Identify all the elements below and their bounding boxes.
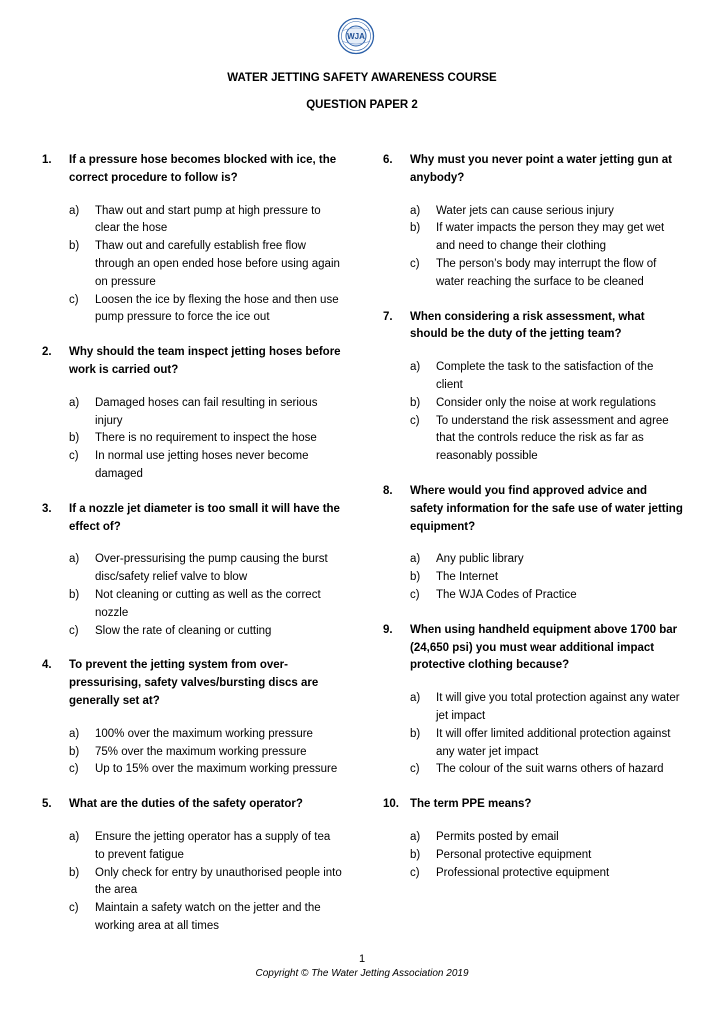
- answer-text: The Internet: [436, 571, 499, 584]
- question-number: 9.: [383, 623, 393, 636]
- answer-letter: c): [69, 763, 79, 776]
- answer-text: If water impacts the person they may get wet and need to change their clothing: [436, 222, 665, 253]
- answer-option: [69, 395, 342, 431]
- question-2: [42, 344, 342, 484]
- answer-letter: a): [410, 830, 421, 843]
- question-text: If a pressure hose becomes blocked with ice, the correct procedure to follow is?: [69, 154, 337, 184]
- answer-letter: a): [69, 396, 80, 409]
- answer-text: Maintain a safety watch on the jetter and the working area at all times: [95, 902, 321, 932]
- answer-text: Professional protective equipment: [436, 866, 610, 879]
- answer-option: [69, 430, 342, 448]
- answer-letter: c): [69, 293, 79, 306]
- question-10: [383, 796, 683, 882]
- answer-option: [69, 587, 342, 623]
- question-7: [383, 309, 683, 466]
- question-9: [383, 622, 683, 779]
- answer-text: Thaw out and start pump at high pressure to clear the hose: [95, 204, 321, 235]
- answer-option: [410, 359, 683, 395]
- answer-letter: a): [410, 204, 421, 217]
- answer-letter: b): [69, 240, 80, 253]
- answer-option: [69, 551, 342, 587]
- question-text: When using handheld equipment above 1700 bar (24,650 psi) you must wear additional impact protective clothing because?: [410, 623, 678, 672]
- answer-text: It will give you total protection against any water jet impact: [436, 692, 680, 722]
- answer-option: [410, 203, 683, 221]
- answer-letter: b): [69, 588, 80, 601]
- answer-text: Any public library: [436, 553, 524, 566]
- answer-option: [410, 256, 683, 292]
- answer-option: [410, 395, 683, 413]
- answer-text: The person’s body may interrupt the flow of water reaching the surface to be cleaned: [436, 257, 657, 288]
- question-5: [42, 796, 342, 936]
- answer-option: [410, 220, 683, 256]
- answer-option: [410, 569, 683, 587]
- question-number: 3.: [42, 502, 52, 515]
- answer-option: [69, 900, 342, 936]
- answer-letter: a): [410, 692, 421, 705]
- answer-text: 100% over the maximum working pressure: [95, 727, 313, 740]
- answer-option: [69, 203, 342, 239]
- answer-letter: b): [410, 727, 421, 740]
- answer-text: In normal use jetting hoses never become damaged: [95, 450, 309, 480]
- answer-option: [69, 744, 342, 762]
- right-question-column: [383, 152, 683, 882]
- answer-option: [410, 587, 683, 605]
- answer-letter: c): [410, 414, 420, 427]
- answer-option: [410, 829, 683, 847]
- question-text: The term PPE means?: [410, 798, 532, 811]
- question-number: 6.: [383, 154, 393, 166]
- question-text: Where would you find approved advice and safety information for the safe use of water jetting equipment?: [410, 484, 683, 533]
- question-3: [42, 501, 342, 641]
- answer-text: To understand the risk assessment and agree that the controls reduce the risk as far as reasonably possible: [436, 414, 669, 463]
- question-number: 10.: [383, 798, 399, 811]
- answer-option: [69, 761, 342, 779]
- answer-text: It will offer limited additional protection against any water jet impact: [436, 727, 671, 758]
- answer-text: Ensure the jetting operator has a supply of tea to prevent fatigue: [95, 830, 331, 861]
- answer-option: [410, 413, 683, 466]
- question-number: 8.: [383, 484, 393, 497]
- answer-text: Complete the task to the satisfaction of the client: [436, 361, 654, 391]
- logo-text: WJA: [347, 32, 365, 41]
- answer-letter: a): [69, 830, 80, 843]
- answer-letter: a): [410, 361, 421, 374]
- answer-letter: c): [69, 902, 79, 915]
- answer-option: [69, 238, 342, 291]
- question-number: 7.: [383, 310, 393, 323]
- answer-text: 75% over the maximum working pressure: [95, 745, 307, 758]
- answer-letter: a): [410, 553, 421, 566]
- answer-text: Consider only the noise at work regulations: [436, 396, 656, 409]
- answer-letter: b): [69, 866, 80, 879]
- answer-text: Up to 15% over the maximum working pressure: [95, 763, 338, 776]
- question-number: 2.: [42, 346, 52, 359]
- answer-option: [69, 726, 342, 744]
- question-text: What are the duties of the safety operator?: [69, 798, 303, 811]
- answer-text: Damaged hoses can fail resulting in serious injury: [95, 396, 318, 427]
- answer-text: Not cleaning or cutting as well as the correct nozzle: [95, 588, 321, 619]
- answer-option: [69, 829, 342, 865]
- answer-letter: c): [410, 763, 420, 776]
- question-text: When considering a risk assessment, what should be the duty of the jetting team?: [410, 310, 645, 341]
- question-text: If a nozzle jet diameter is too small it will have the effect of?: [69, 502, 340, 533]
- answer-letter: c): [410, 257, 420, 270]
- left-question-column: [42, 152, 342, 936]
- answer-text: Slow the rate of cleaning or cutting: [95, 624, 272, 637]
- answer-text: The WJA Codes of Practice: [436, 588, 577, 601]
- answer-text: Only check for entry by unauthorised people into the area: [95, 866, 342, 897]
- answer-option: [410, 761, 683, 779]
- answer-text: The colour of the suit warns others of hazard: [436, 763, 664, 776]
- answer-text: Personal protective equipment: [436, 848, 592, 861]
- answer-letter: c): [69, 624, 79, 637]
- answer-letter: a): [69, 204, 80, 217]
- answer-letter: b): [410, 222, 421, 235]
- answer-text: There is no requirement to inspect the hose: [95, 432, 317, 445]
- question-text: To prevent the jetting system from over-pressurising, safety valves/bursting discs are generally set at?: [69, 659, 319, 707]
- copyright-notice: Copyright © The Water Jetting Association 2019: [255, 968, 469, 979]
- answer-letter: a): [69, 553, 80, 566]
- answer-text: Over-pressurising the pump causing the burst disc/safety relief valve to blow: [95, 553, 328, 584]
- answer-option: [410, 551, 683, 569]
- question-text: Why should the team inspect jetting hoses before work is carried out?: [69, 346, 341, 376]
- answer-text: Permits posted by email: [436, 830, 559, 843]
- answer-letter: a): [69, 727, 80, 740]
- answer-letter: c): [410, 588, 420, 601]
- answer-letter: b): [410, 396, 421, 409]
- answer-letter: b): [69, 432, 80, 445]
- answer-letter: b): [410, 848, 421, 861]
- wja-logo-icon: [337, 17, 375, 55]
- answer-option: [410, 726, 683, 762]
- answer-text: Thaw out and carefully establish free flow through an open ended hose before using again on pressure: [95, 240, 340, 288]
- question-6: [383, 152, 683, 292]
- question-8: [383, 483, 683, 605]
- answer-option: [410, 847, 683, 865]
- answer-option: [69, 292, 342, 328]
- answer-option: [69, 448, 342, 484]
- question-text: Why must you never point a water jetting gun at anybody?: [410, 154, 672, 184]
- document-title: WATER JETTING SAFETY AWARENESS COURSE: [227, 72, 497, 84]
- answer-option: [410, 865, 683, 883]
- answer-text: Loosen the ice by flexing the hose and then use pump pressure to force the ice out: [95, 293, 339, 324]
- answer-option: [410, 690, 683, 726]
- answer-option: [69, 865, 342, 901]
- answer-letter: c): [69, 450, 79, 463]
- page-number: 1: [358, 953, 366, 965]
- answer-letter: c): [410, 866, 420, 879]
- question-number: 5.: [42, 798, 52, 811]
- answer-text: Water jets can cause serious injury: [436, 204, 614, 217]
- question-1: [42, 152, 342, 327]
- document-subtitle: QUESTION PAPER 2: [306, 99, 418, 111]
- question-number: 1.: [42, 154, 52, 166]
- answer-letter: b): [69, 745, 80, 758]
- answer-letter: b): [410, 571, 421, 584]
- question-4: [42, 657, 342, 779]
- question-number: 4.: [42, 659, 52, 672]
- answer-option: [69, 623, 342, 641]
